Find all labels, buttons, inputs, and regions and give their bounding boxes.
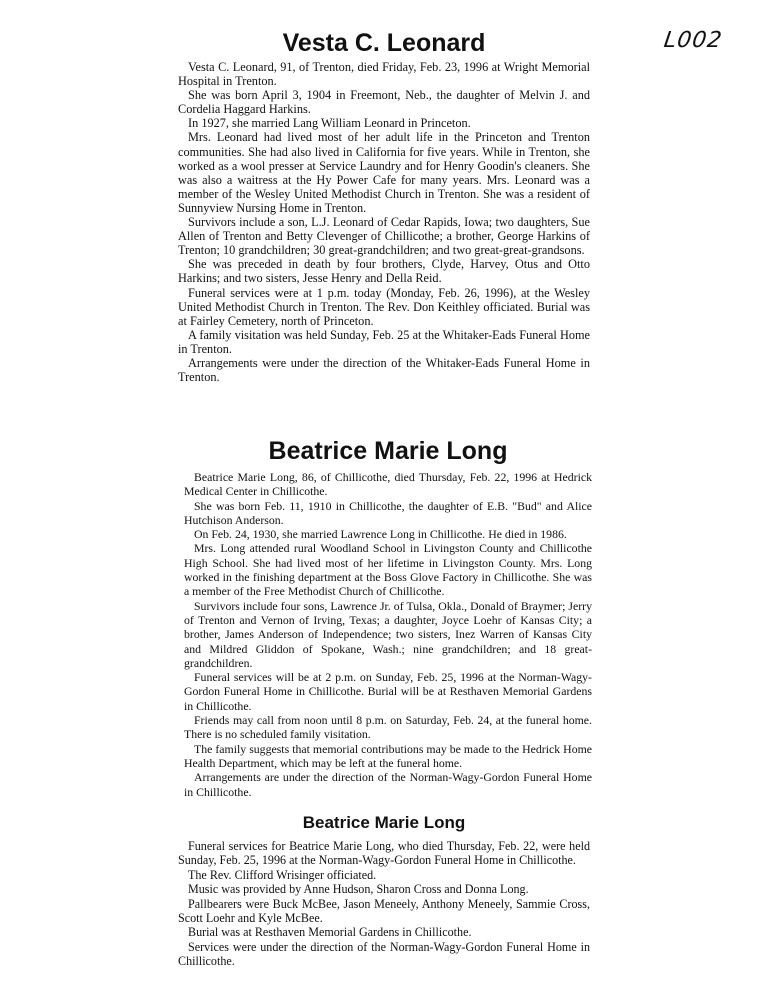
funeral-notice-beatrice-long (178, 812, 590, 969)
obituary-paragraph: Survivors include a son, L.J. Leonard of Cedar Rapids, Iowa; two daughters, Sue Allen of Trenton and Betty Clevenger of Chillicothe; a brother, George Harkins of Trenton; 10 grandchildren; 30 great-grandchildren; and two great-great-grandsons. (178, 215, 590, 258)
obituary-paragraph: The family suggests that memorial contributions may be made to the Hedrick Home Health Department, which may be left at the funeral home. (184, 741, 592, 770)
obituary-paragraph: Funeral services were at 1 p.m. today (Monday, Feb. 26, 1996), at the Wesley United Methodist Church in Trenton. The Rev. Don Keithley officiated. Burial was at Fairley Cemetery, north of Princeton. (178, 285, 590, 328)
obituary-paragraph: She was born Feb. 11, 1910 in Chillicothe, the daughter of E.B. "Bud" and Alice Hutchison Anderson. (184, 498, 592, 527)
obituary-paragraph: Survivors include four sons, Lawrence Jr. of Tulsa, Okla., Donald of Braymer; Jerry of Trenton and Vernon of Irving, Texas; a daughter, Joyce Loehr of Kansas City; a brother, James Anderson of Independence; two sisters, Inez Warren of Kansas City and Mildred Gliddon of Spokane, Wash.; nine grandchildren; and 18 great-grandchildren. (184, 598, 592, 670)
funeral-notice-paragraph: Music was provided by Anne Hudson, Sharon Cross and Donna Long. (188, 882, 529, 897)
obituary-paragraph: Arrangements are under the direction of the Norman-Wagy-Gordon Funeral Home in Chillicothe. (184, 770, 592, 799)
obituary-beatrice-long (184, 436, 592, 799)
obituary-paragraph: She was preceded in death by four brothers, Clyde, Harvey, Otus and Otto Harkins; and two sisters, Jesse Henry and Della Reid. (178, 257, 590, 286)
funeral-notice-paragraph: Services were under the direction of the Norman-Wagy-Gordon Funeral Home in Chillicothe. (178, 939, 590, 969)
obituary-paragraph: Mrs. Leonard had lived most of her adult life in the Princeton and Trenton communities. She had also lived in California for five years. While in Trenton, she worked as a wool presser at Service Laundry and for Henry Goodin's cleaners. She was also a waitress at the Hy Power Cafe for many years. Mrs. Leonard was a member of the Wesley United Methodist Church in Trenton. She was a resident of Sunnyview Nursing Home in Trenton. (178, 130, 590, 215)
funeral-notice-headline: Beatrice Marie Long (302, 813, 466, 832)
obituary-paragraph: Arrangements were under the direction of the Whitaker-Eads Funeral Home in Trenton. (178, 355, 590, 385)
obituary-paragraph: Funeral services will be at 2 p.m. on Sunday, Feb. 25, 1996 at the Norman-Wagy-Gordon Funeral Home in Chillicothe. Burial will be at Resthaven Memorial Gardens in Chillicothe. (184, 670, 592, 713)
obituary-paragraph: A family visitation was held Sunday, Feb. 25 at the Whitaker-Eads Funeral Home in Trenton. (178, 327, 590, 356)
obituary-paragraph: On Feb. 24, 1930, she married Lawrence Long in Chillicothe. He died in 1986. (194, 527, 567, 542)
funeral-notice-paragraph: Funeral services for Beatrice Marie Long, who died Thursday, Feb. 22, were held Sunday, Feb. 25, 1996 at the Norman-Wagy-Gordon Funeral Home in Chillicothe. (178, 839, 590, 868)
obituary-headline: Vesta C. Leonard (282, 29, 486, 57)
funeral-notice-paragraph: The Rev. Clifford Wrisinger officiated. (188, 867, 377, 882)
obituary-paragraph: Mrs. Long attended rural Woodland School in Livingston County and Chillicothe High School. She had lived most of her lifetime in Livingston County. Mrs. Long worked in the finishing department at the Boss Glove Factory in Chillicothe. She was a member of the Free Methodist Church of Chillicothe. (184, 541, 592, 599)
handwritten-page-note: L002 (662, 28, 725, 53)
obituary-vesta-leonard (178, 28, 590, 384)
funeral-notice-paragraph: Pallbearers were Buck McBee, Jason Meneely, Anthony Meneely, Sammie Cross, Scott Loehr and Kyle McBee. (178, 896, 590, 926)
obituary-paragraph: Vesta C. Leonard, 91, of Trenton, died Friday, Feb. 23, 1996 at Wright Memorial Hospital in Trenton. (178, 60, 590, 89)
obituary-paragraph: In 1927, she married Lang William Leonard in Princeton. (188, 116, 471, 131)
obituary-paragraph: She was born April 3, 1904 in Freemont, Neb., the daughter of Melvin J. and Cordelia Haggard Harkins. (178, 88, 590, 117)
obituary-paragraph: Beatrice Marie Long, 86, of Chillicothe, died Thursday, Feb. 22, 1996 at Hedrick Medical Center in Chillicothe. (184, 470, 592, 499)
obituary-headline: Beatrice Marie Long (268, 437, 508, 465)
funeral-notice-paragraph: Burial was at Resthaven Memorial Gardens in Chillicothe. (188, 925, 472, 940)
obituary-paragraph: Friends may call from noon until 8 p.m. on Saturday, Feb. 24, at the funeral home. There is no scheduled family visitation. (184, 713, 592, 742)
